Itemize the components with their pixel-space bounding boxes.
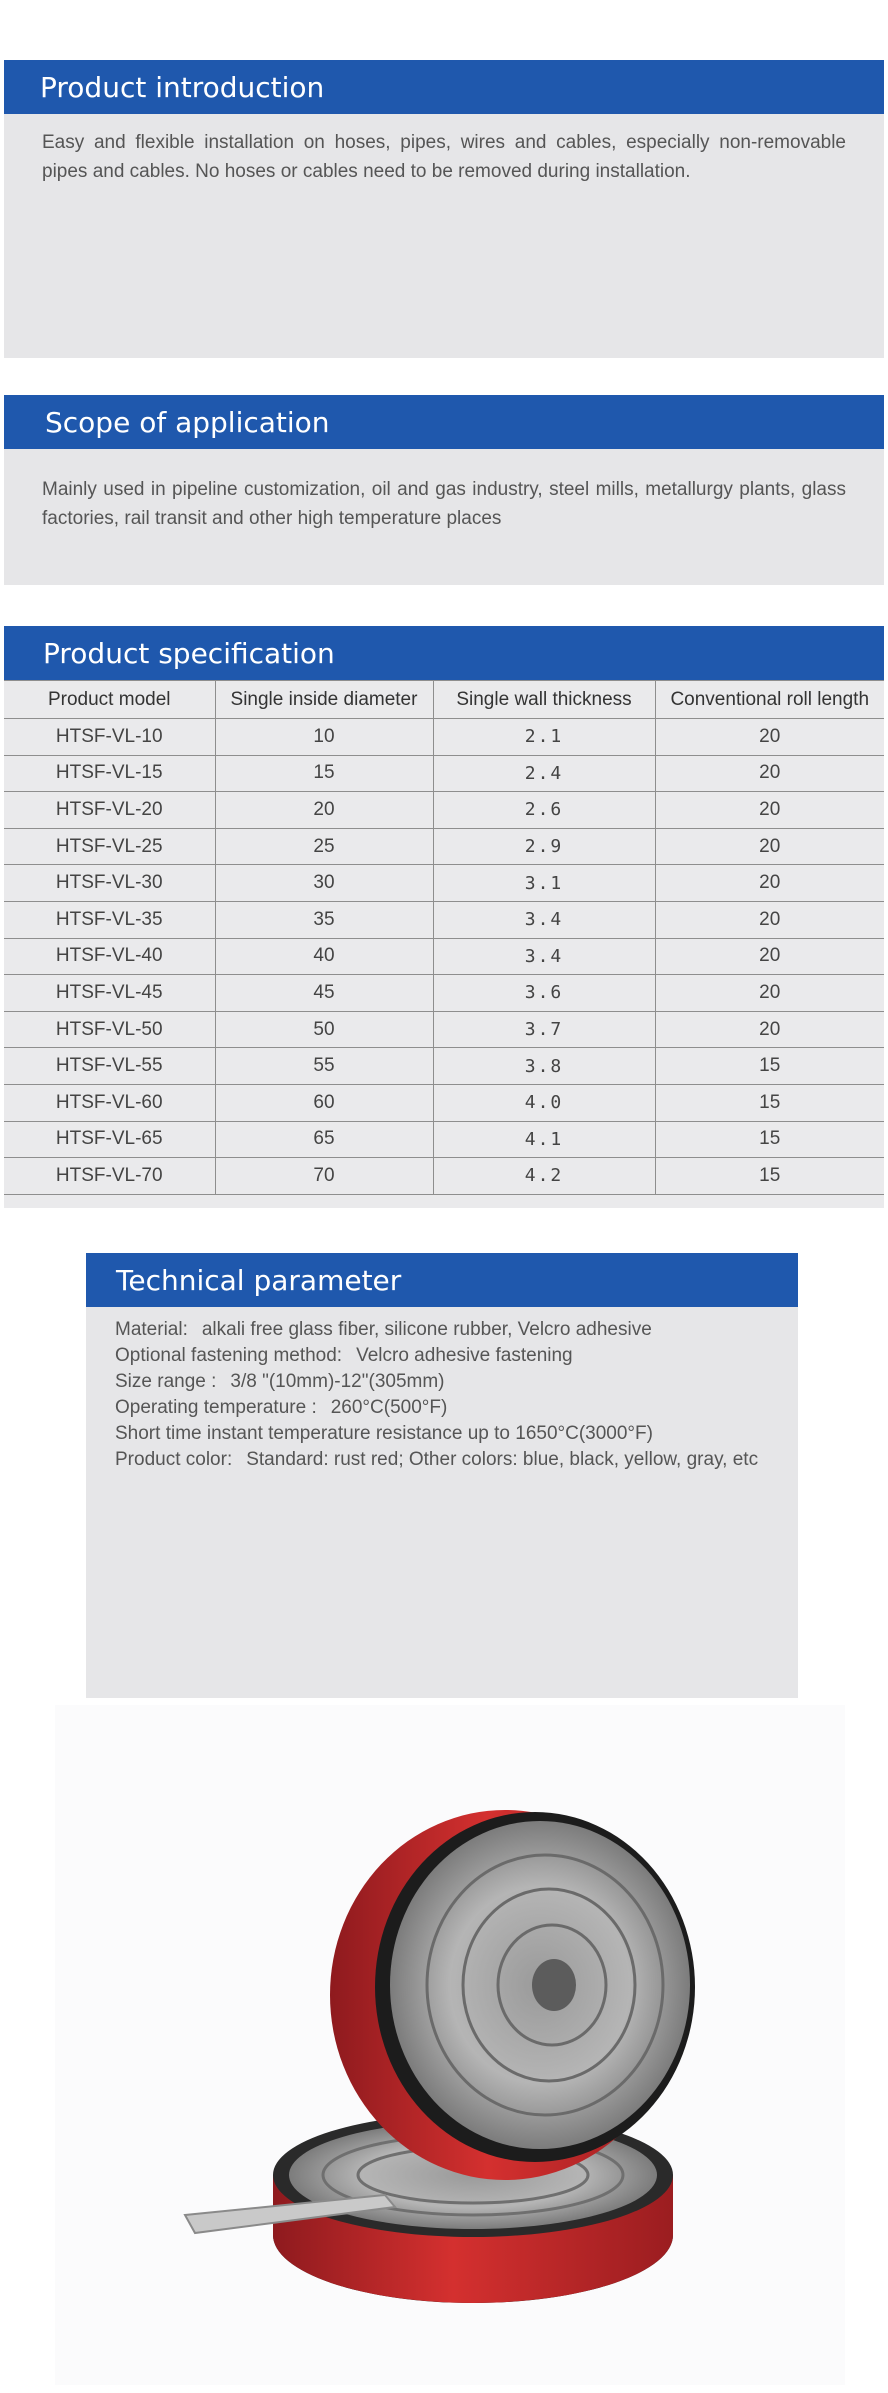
header-inside-diameter: Single inside diameter: [215, 681, 433, 719]
cell-roll-length: 20: [655, 719, 884, 756]
table-row: [4, 792, 884, 829]
cell-product-model: HTSF-VL-55: [4, 1048, 215, 1085]
specification-table: [4, 680, 884, 1195]
header-roll-length: Conventional roll length: [655, 681, 884, 719]
cell-roll-length: 20: [655, 755, 884, 792]
table-row: [4, 938, 884, 975]
cell-product-model: HTSF-VL-70: [4, 1158, 215, 1195]
product-image: [55, 1705, 845, 2385]
cell-roll-length: 15: [655, 1048, 884, 1085]
cell-product-model: HTSF-VL-60: [4, 1084, 215, 1121]
cell-product-model: HTSF-VL-50: [4, 1011, 215, 1048]
parameter-value: 3/8 "(10mm)-12"(305mm): [230, 1371, 445, 1392]
technical-parameter-section: [86, 1253, 798, 1698]
cell-wall-thickness: 3.6: [433, 975, 655, 1012]
scope-of-application-section: [4, 395, 884, 585]
cell-product-model: HTSF-VL-35: [4, 901, 215, 938]
parameter-item: [115, 1421, 798, 1447]
cell-inside-diameter: 10: [215, 719, 433, 756]
cell-roll-length: 20: [655, 1011, 884, 1048]
cell-roll-length: 15: [655, 1084, 884, 1121]
table-header-row: [4, 681, 884, 719]
table-row: [4, 1048, 884, 1085]
cell-wall-thickness: 2.6: [433, 792, 655, 829]
cell-roll-length: 20: [655, 975, 884, 1012]
table-row: [4, 1158, 884, 1195]
product-introduction-text: Easy and flexible installation on hoses, pipes, wires and cables, especially non-removable pipes and cables. No hoses or cables need to be removed during installation.: [42, 132, 846, 182]
product-introduction-section: [4, 60, 884, 358]
table-row: [4, 901, 884, 938]
cell-inside-diameter: 35: [215, 901, 433, 938]
cell-wall-thickness: 3.1: [433, 865, 655, 902]
cell-wall-thickness: 2.1: [433, 719, 655, 756]
upright-roll: [330, 1810, 695, 2180]
cell-inside-diameter: 45: [215, 975, 433, 1012]
parameter-label: Material:: [115, 1319, 188, 1340]
header-product-model: Product model: [4, 681, 215, 719]
parameter-value: Standard: rust red; Other colors: blue, black, yellow, gray, etc: [246, 1449, 759, 1470]
parameter-item: [115, 1395, 798, 1421]
cell-roll-length: 20: [655, 792, 884, 829]
parameter-item: [115, 1317, 798, 1343]
cell-inside-diameter: 60: [215, 1084, 433, 1121]
parameter-label: Product color:: [115, 1449, 233, 1470]
parameter-label: Size range :: [115, 1371, 217, 1392]
cell-wall-thickness: 3.7: [433, 1011, 655, 1048]
table-row: [4, 1084, 884, 1121]
table-row: [4, 1011, 884, 1048]
technical-parameter-title: Technical parameter: [86, 1253, 798, 1307]
cell-roll-length: 15: [655, 1158, 884, 1195]
specification-table-body: [4, 719, 884, 1195]
cell-wall-thickness: 4.2: [433, 1158, 655, 1195]
cell-product-model: HTSF-VL-30: [4, 865, 215, 902]
cell-inside-diameter: 70: [215, 1158, 433, 1195]
parameter-item: [115, 1369, 798, 1395]
cell-product-model: HTSF-VL-45: [4, 975, 215, 1012]
sleeve-roll-illustration: [55, 1705, 845, 2385]
cell-product-model: HTSF-VL-25: [4, 828, 215, 865]
cell-wall-thickness: 2.9: [433, 828, 655, 865]
cell-roll-length: 15: [655, 1121, 884, 1158]
table-row: [4, 719, 884, 756]
parameter-item: [115, 1447, 798, 1473]
cell-inside-diameter: 50: [215, 1011, 433, 1048]
table-row: [4, 755, 884, 792]
table-row: [4, 828, 884, 865]
parameter-item: [115, 1343, 798, 1369]
cell-product-model: HTSF-VL-40: [4, 938, 215, 975]
table-row: [4, 1121, 884, 1158]
parameter-value: 260°C(500°F): [330, 1397, 448, 1418]
cell-roll-length: 20: [655, 865, 884, 902]
cell-inside-diameter: 40: [215, 938, 433, 975]
header-wall-thickness: Single wall thickness: [433, 681, 655, 719]
parameter-label: Operating temperature :: [115, 1397, 317, 1418]
table-row: [4, 865, 884, 902]
product-introduction-title: Product introduction: [4, 60, 884, 114]
cell-wall-thickness: 3.4: [433, 901, 655, 938]
cell-wall-thickness: 3.8: [433, 1048, 655, 1085]
cell-wall-thickness: 4.0: [433, 1084, 655, 1121]
parameter-value: Velcro adhesive fastening: [356, 1345, 573, 1366]
parameter-label: Optional fastening method:: [115, 1345, 343, 1366]
parameter-value: alkali free glass fiber, silicone rubber, Velcro adhesive: [201, 1319, 652, 1340]
cell-product-model: HTSF-VL-20: [4, 792, 215, 829]
parameter-label: Short time instant temperature resistance up to 1650°C(3000°F): [115, 1423, 653, 1444]
cell-product-model: HTSF-VL-10: [4, 719, 215, 756]
cell-roll-length: 20: [655, 828, 884, 865]
technical-parameter-list: [86, 1307, 798, 1473]
cell-wall-thickness: 3.4: [433, 938, 655, 975]
cell-inside-diameter: 30: [215, 865, 433, 902]
product-specification-title: Product specification: [4, 626, 884, 680]
cell-product-model: HTSF-VL-65: [4, 1121, 215, 1158]
cell-inside-diameter: 15: [215, 755, 433, 792]
product-specification-section: [4, 626, 884, 1208]
cell-inside-diameter: 65: [215, 1121, 433, 1158]
cell-inside-diameter: 55: [215, 1048, 433, 1085]
scope-of-application-text: Mainly used in pipeline customization, oil and gas industry, steel mills, metallurgy plants, glass factories, rail transit and other high temperature places: [42, 479, 846, 529]
cell-product-model: HTSF-VL-15: [4, 755, 215, 792]
cell-roll-length: 20: [655, 938, 884, 975]
cell-inside-diameter: 25: [215, 828, 433, 865]
scope-of-application-title: Scope of application: [4, 395, 884, 449]
table-row: [4, 975, 884, 1012]
cell-wall-thickness: 4.1: [433, 1121, 655, 1158]
cell-roll-length: 20: [655, 901, 884, 938]
cell-inside-diameter: 20: [215, 792, 433, 829]
cell-wall-thickness: 2.4: [433, 755, 655, 792]
